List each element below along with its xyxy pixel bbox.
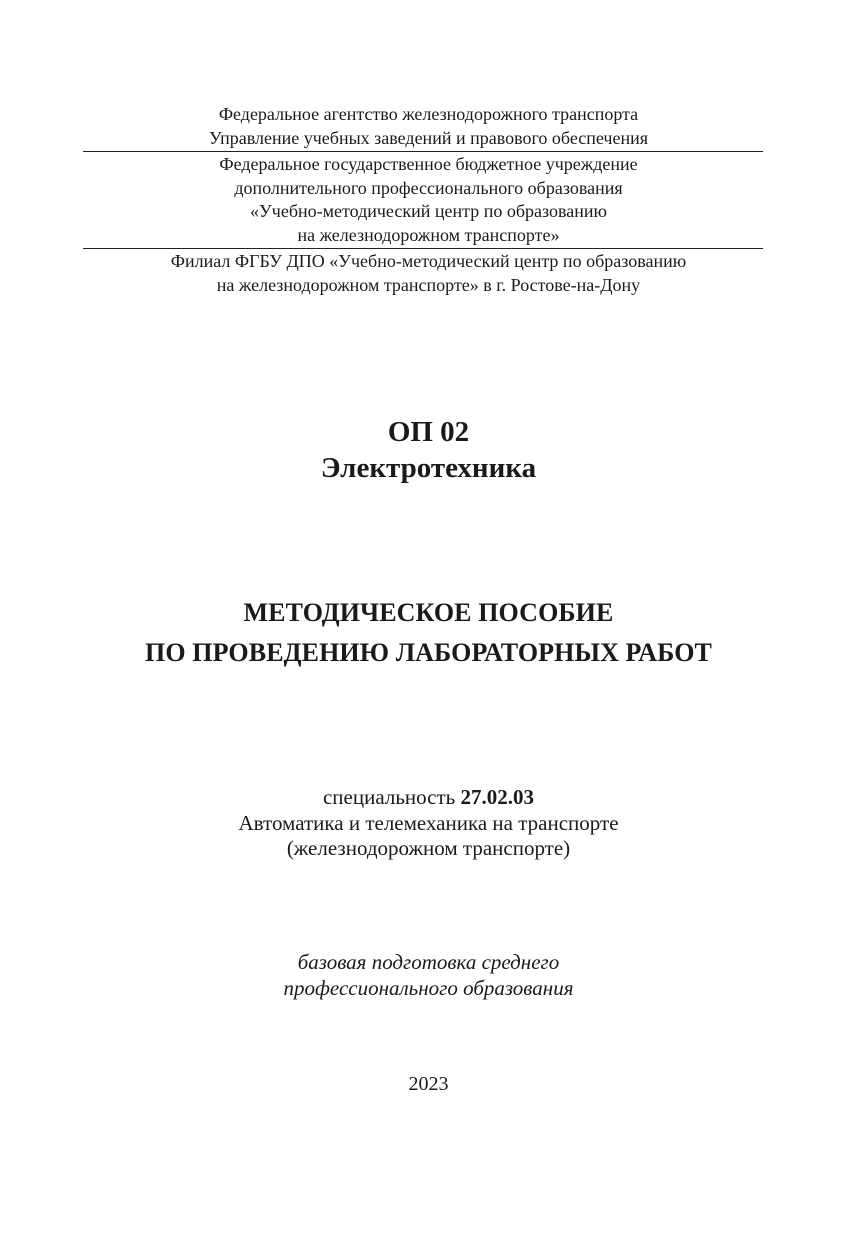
specialty-code: 27.02.03 (460, 785, 534, 809)
specialty-name-line-1: Автоматика и телемеханика на транспорте (238, 810, 619, 835)
institution-line: «Учебно-методический центр по образованию (250, 201, 607, 221)
course-code: ОП 02 (387, 416, 470, 448)
publication-year: 2023 (408, 1073, 449, 1095)
header-divider-bottom (83, 248, 763, 249)
document-title-line-2: ПО ПРОВЕДЕНИЮ ЛАБОРАТОРНЫХ РАБОТ (145, 638, 712, 667)
education-level-line-2: профессионального образования (283, 975, 574, 1000)
agency-name: Федеральное агентство железнодорожного транспорта (218, 104, 639, 124)
specialty-block (0, 785, 857, 862)
document-title-line-1: МЕТОДИЧЕСКОЕ ПОСОБИЕ (243, 598, 614, 627)
course-heading (0, 414, 857, 486)
education-level (0, 950, 857, 1001)
course-name: Электротехника (320, 452, 537, 484)
header-divider-top (83, 151, 763, 152)
specialty-code-line (0, 785, 857, 811)
education-level-line-1: базовая подготовка среднего (297, 950, 560, 974)
branch-line: на железнодорожном транспорте» в г. Ростове-на-Дону (216, 274, 641, 295)
institution-header (0, 153, 857, 247)
agency-header (0, 103, 857, 150)
branch-line: Филиал ФГБУ ДПО «Учебно-методический центр по образованию (170, 251, 687, 271)
document-title (0, 593, 857, 673)
institution-line: на железнодорожном транспорте» (297, 224, 560, 245)
branch-header (0, 250, 857, 297)
agency-department: Управление учебных заведений и правового обеспечения (208, 127, 649, 148)
specialty-name-line-2: (железнодорожном транспорте) (286, 836, 571, 860)
institution-line: дополнительного профессионального образования (234, 177, 623, 198)
institution-line: Федеральное государственное бюджетное учреждение (219, 154, 638, 174)
specialty-prefix: специальность (322, 785, 456, 809)
